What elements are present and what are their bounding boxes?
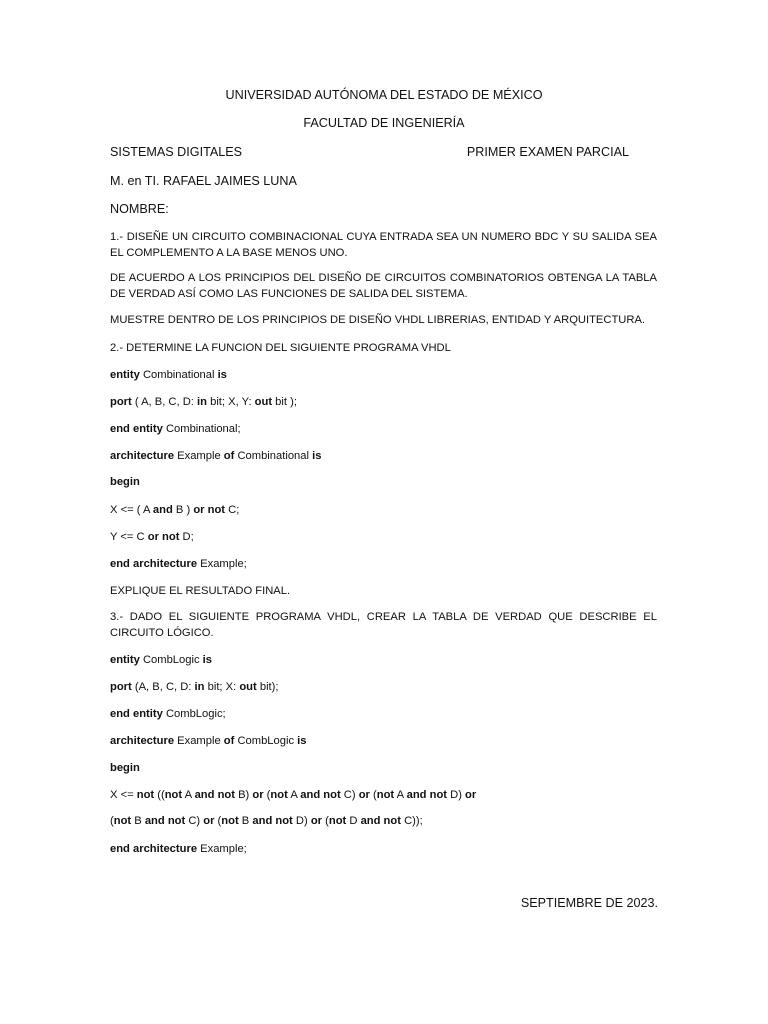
- code-keyword: port: [110, 681, 132, 693]
- university-title: UNIVERSIDAD AUTÓNOMA DEL ESTADO DE MÉXICO: [225, 88, 543, 102]
- code-keyword: or: [465, 789, 477, 801]
- code-keyword: not: [221, 815, 239, 827]
- code-text: CombLogic;: [162, 708, 226, 720]
- code-keyword: begin: [110, 762, 140, 774]
- code-keyword: not: [113, 815, 132, 827]
- code-keyword: port: [110, 396, 132, 408]
- code-text: B: [238, 815, 253, 827]
- q3-code-line: [110, 760, 140, 776]
- code-keyword: not: [136, 789, 155, 801]
- code-text: Example;: [197, 558, 247, 570]
- question-3: 3.- DADO EL SIGUIENTE PROGRAMA VHDL, CREAR LA TABLA DE VERDAD QUE DESCRIBE EL CIRCUITO LÓGICO.: [110, 611, 657, 639]
- code-keyword: and not: [360, 815, 401, 827]
- code-keyword: is: [297, 735, 307, 747]
- code-keyword: architecture: [110, 735, 175, 747]
- code-keyword: is: [312, 450, 322, 462]
- code-text: C): [340, 789, 359, 801]
- code-text: Example: [174, 450, 224, 462]
- code-text: CombLogic: [234, 735, 298, 747]
- code-text: bit; X:: [204, 681, 240, 693]
- code-keyword: end architecture: [110, 843, 198, 855]
- q3-code-line: [110, 841, 247, 857]
- code-keyword: or: [358, 789, 370, 801]
- code-keyword: end entity: [110, 708, 163, 720]
- code-keyword: end entity: [110, 423, 163, 435]
- code-keyword: and not: [300, 789, 341, 801]
- code-keyword: and not: [144, 815, 186, 827]
- question-1-paragraph-2: DE ACUERDO A LOS PRINCIPIOS DEL DISEÑO DE CIRCUITOS COMBINATORIOS OBTENGA LA TABLA DE VERDAD ASÍ COMO LAS FUNCIONES DE SALIDA DEL SISTEMA.: [110, 272, 657, 300]
- code-keyword: out: [239, 681, 257, 693]
- code-text: C));: [400, 815, 423, 827]
- code-text: Combinational: [234, 450, 313, 462]
- q2-code-line: [110, 421, 241, 437]
- q3-code-line: [110, 706, 226, 722]
- code-keyword: and: [152, 504, 173, 516]
- code-text: Combinational;: [162, 423, 241, 435]
- q3-code-line: [110, 679, 279, 695]
- code-keyword: in: [197, 396, 207, 408]
- q2-code-line: [110, 529, 194, 545]
- code-keyword: end architecture: [110, 558, 198, 570]
- code-keyword: is: [217, 369, 227, 381]
- code-text: A: [182, 789, 195, 801]
- q2-code-line: [110, 474, 140, 490]
- code-keyword: architecture: [110, 450, 175, 462]
- code-keyword: or: [203, 815, 215, 827]
- q2-code-line: [110, 556, 247, 572]
- code-keyword: of: [223, 450, 235, 462]
- code-text: D;: [179, 531, 194, 543]
- code-text: (A, B, C, D:: [131, 681, 195, 693]
- code-keyword: and not: [252, 815, 293, 827]
- code-keyword: out: [254, 396, 273, 408]
- code-text: (: [322, 815, 329, 827]
- code-text: Example;: [197, 843, 247, 855]
- code-text: ((: [154, 789, 165, 801]
- q2-code-line: [110, 394, 297, 410]
- code-text: D: [346, 815, 361, 827]
- question-1: 1.- DISEÑE UN CIRCUITO COMBINACIONAL CUYA ENTRADA SEA UN NUMERO BDC Y SU SALIDA SEA EL COMPLEMENTO A LA BASE MENOS UNO.: [110, 231, 657, 259]
- code-keyword: or: [252, 789, 264, 801]
- code-keyword: or: [310, 815, 323, 827]
- teacher-name: M. en TI. RAFAEL JAIMES LUNA: [110, 174, 297, 188]
- code-text: D): [447, 789, 466, 801]
- q3-code-line: [110, 652, 212, 668]
- code-keyword: entity: [110, 369, 140, 381]
- question-1-paragraph-3: MUESTRE DENTRO DE LOS PRINCIPIOS DE DISEÑO VHDL LIBRERIAS, ENTIDAD Y ARQUITECTURA.: [110, 314, 646, 326]
- code-text: B ): [172, 504, 194, 516]
- code-keyword: and not: [406, 789, 448, 801]
- code-text: (: [214, 815, 222, 827]
- code-text: bit );: [272, 396, 297, 408]
- code-text: (: [369, 789, 377, 801]
- code-text: B: [131, 815, 145, 827]
- code-text: Combinational: [139, 369, 218, 381]
- code-text: C;: [225, 504, 240, 516]
- q2-code-line: [110, 367, 227, 383]
- exam-date: SEPTIEMBRE DE 2023.: [520, 896, 658, 910]
- code-keyword: is: [202, 654, 212, 666]
- code-text: ( A, B, C, D:: [131, 396, 198, 408]
- code-keyword: of: [223, 735, 235, 747]
- code-text: A: [394, 789, 407, 801]
- code-keyword: not: [376, 789, 395, 801]
- code-keyword: in: [194, 681, 205, 693]
- code-keyword: not: [270, 789, 288, 801]
- question-2-instruction: EXPLIQUE EL RESULTADO FINAL.: [110, 585, 291, 597]
- code-text: CombLogic: [139, 654, 203, 666]
- code-text: C): [185, 815, 204, 827]
- code-keyword: begin: [110, 476, 140, 488]
- q3-code-line: [110, 787, 476, 803]
- code-text: bit);: [256, 681, 279, 693]
- q2-code-line: [110, 502, 239, 518]
- code-text: X <= ( A: [110, 504, 153, 516]
- code-text: (: [110, 815, 114, 827]
- code-text: A: [287, 789, 301, 801]
- code-text: Example: [174, 735, 224, 747]
- code-text: bit; X, Y:: [206, 396, 255, 408]
- q3-code-line: [110, 813, 423, 829]
- code-text: B): [234, 789, 253, 801]
- code-keyword: and not: [194, 789, 235, 801]
- student-name-label: NOMBRE:: [110, 202, 169, 216]
- code-keyword: not: [164, 789, 183, 801]
- code-text: X <=: [110, 789, 137, 801]
- code-text: D): [292, 815, 311, 827]
- exam-title: PRIMER EXAMEN PARCIAL: [466, 145, 629, 159]
- code-text: Y <= C: [110, 531, 148, 543]
- code-keyword: or not: [193, 504, 226, 516]
- question-2: 2.- DETERMINE LA FUNCION DEL SIGUIENTE PROGRAMA VHDL: [110, 342, 451, 354]
- faculty-title: FACULTAD DE INGENIERÍA: [303, 116, 465, 130]
- code-text: (: [263, 789, 271, 801]
- course-name: SISTEMAS DIGITALES: [110, 145, 243, 159]
- q2-code-line: [110, 448, 321, 464]
- q3-code-line: [110, 733, 307, 749]
- code-keyword: entity: [110, 654, 140, 666]
- code-keyword: not: [328, 815, 347, 827]
- code-keyword: or not: [147, 531, 180, 543]
